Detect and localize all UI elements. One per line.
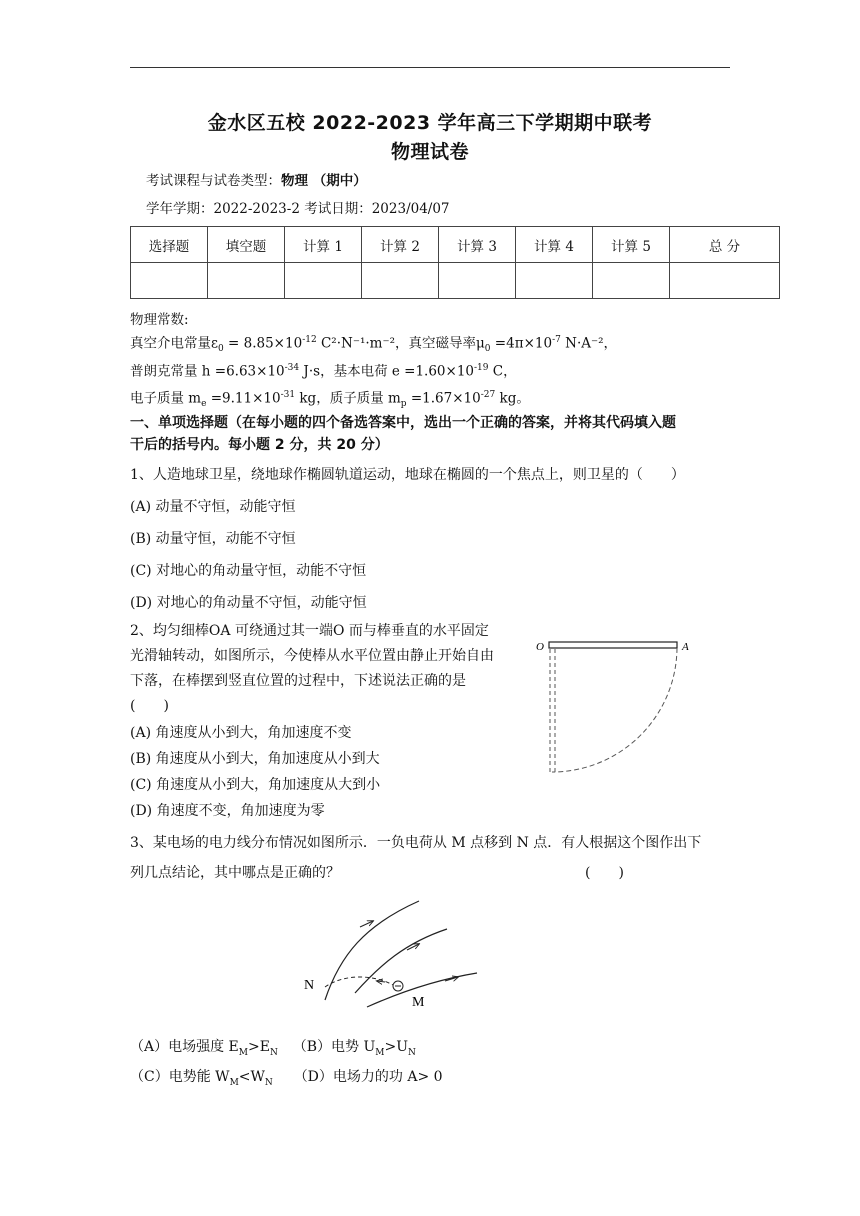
const-text: kg，质子质量 m <box>295 390 401 407</box>
fig-label-a: A <box>682 641 689 653</box>
const-sup: -19 <box>474 363 489 373</box>
fig-label-n: N <box>304 978 315 993</box>
opt-text: <W <box>238 1069 265 1085</box>
score-table <box>130 226 780 299</box>
q3-stem-2: 列几点结论，其中哪点是正确的？ <box>130 865 340 881</box>
q2-stem-4: ( ) <box>130 698 169 714</box>
const-sub: p <box>400 399 407 410</box>
q3-option-c[interactable] <box>130 1069 273 1088</box>
const-sup: -12 <box>302 335 317 345</box>
score-header-cell: 选择题 <box>131 227 208 263</box>
top-rule <box>130 67 730 68</box>
const-text: = 8.85×10 <box>223 335 303 352</box>
const-text: J·s，基本电荷 e =1.60×10 <box>299 363 474 380</box>
const-sup: -34 <box>284 363 300 373</box>
rod-horizontal <box>549 642 677 648</box>
constants-heading: 物理常数: <box>130 312 189 328</box>
opt-sub: M <box>229 1077 239 1088</box>
const-sub: 0 <box>484 344 491 355</box>
exam-title: 金水区五校 2022-2023 学年高三下学期期中联考 <box>207 112 653 134</box>
q1-option-c[interactable]: (C) 对地心的角动量守恒，动能不守恒 <box>130 563 367 579</box>
score-cell[interactable] <box>131 263 208 299</box>
q1-stem: 1、人造地球卫星，绕地球作椭圆轨道运动，地球在椭圆的一个焦点上，则卫星的（ ） <box>130 467 685 483</box>
q1-option-a[interactable]: (A) 动量不守恒，动能守恒 <box>130 499 296 515</box>
q2-option-b[interactable]: (B) 角速度从小到大，角加速度从小到大 <box>130 751 380 767</box>
q3-options-row-2 <box>130 1068 443 1092</box>
score-header-row <box>131 227 780 263</box>
fig-label-o: O <box>536 641 544 653</box>
score-cell[interactable] <box>285 263 362 299</box>
course-info <box>146 172 367 190</box>
field-line-1 <box>325 901 419 1000</box>
score-cell[interactable] <box>362 263 439 299</box>
const-text: 真空介电常量ε <box>130 335 218 352</box>
q2-stem-2: 光滑轴转动，如图所示，今使棒从水平位置由静止开始自由 <box>130 648 494 664</box>
const-text: =1.67×10 <box>406 390 481 407</box>
score-cell[interactable] <box>670 263 780 299</box>
fig-label-m: M <box>412 995 425 1010</box>
score-header-cell: 计算 2 <box>362 227 439 263</box>
opt-text: （C）电势能 W <box>130 1069 230 1085</box>
opt-text: >E <box>248 1039 270 1055</box>
score-value-row <box>131 263 780 299</box>
q3-bracket: ( ) <box>585 865 624 881</box>
score-header-cell: 总 分 <box>670 227 780 263</box>
course-label: 考试课程与试卷类型： <box>146 173 281 189</box>
opt-text: （A）电场强度 E <box>130 1039 239 1055</box>
score-header-cell: 计算 4 <box>516 227 593 263</box>
const-text: =9.11×10 <box>206 390 281 407</box>
const-sup: -31 <box>280 390 296 400</box>
const-text: =4π×10 <box>490 335 553 352</box>
const-sub: 0 <box>218 344 224 355</box>
section-1-heading: 一、单项选择题（在每小题的四个备选答案中，选出一个正确的答案，并将其代码填入题 <box>130 415 676 431</box>
q2-stem-1: 2、均匀细棒OA 可绕通过其一端O 而与棒垂直的水平固定 <box>130 623 489 639</box>
field-line-2 <box>355 929 447 993</box>
score-header-cell: 计算 3 <box>439 227 516 263</box>
const-text: C²·N⁻¹·m⁻²，真空磁导率μ <box>316 335 485 352</box>
score-cell[interactable] <box>593 263 670 299</box>
const-text: 电子质量 m <box>130 390 202 407</box>
const-text: N·A⁻²， <box>560 335 618 352</box>
constants-line-3 <box>130 386 530 413</box>
score-header-cell: 计算 1 <box>285 227 362 263</box>
q3-stem-1: 3、某电场的电力线分布情况如图所示．一负电荷从 M 点移到 N 点．有人根据这个图作出下 <box>130 835 702 851</box>
const-sub: e <box>201 399 207 410</box>
q3-option-b[interactable] <box>292 1039 416 1058</box>
score-cell[interactable] <box>439 263 516 299</box>
exam-subtitle: 物理试卷 <box>390 141 469 163</box>
q2-rod-figure <box>530 632 710 782</box>
term-info: 学年学期：2022-2023-2 考试日期：2023/04/07 <box>146 201 450 217</box>
q3-option-d[interactable]: （D）电场力的功 A> 0 <box>293 1069 443 1085</box>
swing-arc <box>552 648 677 772</box>
opt-text: （B）电势 U <box>292 1039 376 1055</box>
score-header-cell: 计算 5 <box>593 227 670 263</box>
section-1-heading-cont: 干后的括号内。每小题 2 分，共 20 分） <box>130 437 389 453</box>
opt-sub: N <box>269 1047 278 1058</box>
q1-option-d[interactable]: (D) 对地心的角动量不守恒，动能守恒 <box>130 595 367 611</box>
q3-option-a[interactable] <box>130 1039 278 1058</box>
const-text: C， <box>488 363 517 380</box>
const-text: 普朗克常量 h =6.63×10 <box>130 363 285 380</box>
q2-stem-3: 下落，在棒摆到竖直位置的过程中，下述说法正确的是 <box>130 673 466 689</box>
score-cell[interactable] <box>208 263 285 299</box>
opt-sub: N <box>264 1077 273 1088</box>
field-line-1-arrow <box>360 921 373 927</box>
const-sup: -7 <box>552 335 561 345</box>
q3-field-figure <box>295 895 495 1015</box>
const-text: kg。 <box>495 390 530 407</box>
course-value: 物理 （期中） <box>281 173 367 189</box>
charge-path-arrow <box>377 981 385 982</box>
constants-line-2 <box>130 359 517 381</box>
q2-option-a[interactable]: (A) 角速度从小到大，角加速度不变 <box>130 725 352 741</box>
score-header-cell: 填空题 <box>208 227 285 263</box>
q2-option-c[interactable]: (C) 角速度从小到大，角加速度从大到小 <box>130 777 381 793</box>
const-sup: -27 <box>480 390 496 400</box>
opt-sub: N <box>408 1047 416 1058</box>
opt-text: >U <box>384 1039 409 1055</box>
score-cell[interactable] <box>516 263 593 299</box>
opt-sub: M <box>238 1047 248 1058</box>
q3-options-row-1 <box>130 1038 416 1062</box>
opt-sub: M <box>375 1047 385 1058</box>
q1-option-b[interactable]: (B) 动量守恒，动能不守恒 <box>130 531 296 547</box>
q2-option-d[interactable]: (D) 角速度不变，角加速度为零 <box>130 803 325 819</box>
constants-line-1 <box>130 331 617 358</box>
